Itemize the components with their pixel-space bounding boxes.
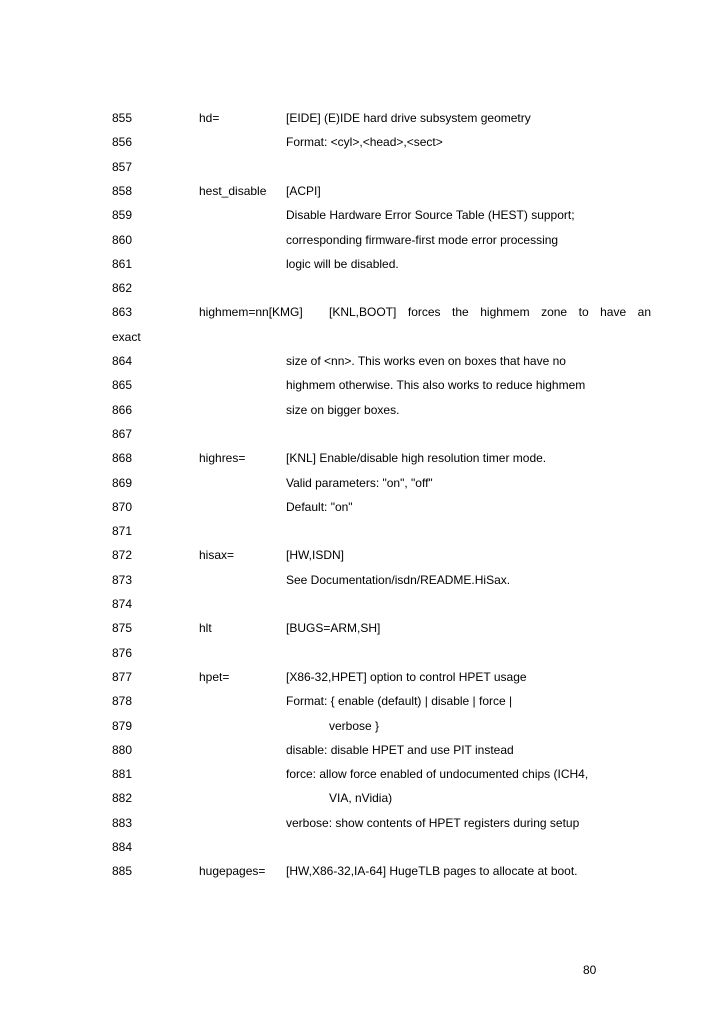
document-line [0,547,728,563]
parameter-description: Default: "on" [286,499,353,514]
line-number: 865 [112,378,133,393]
line-number: 858 [112,183,133,198]
parameter-description: [HW,ISDN] [286,548,345,563]
parameter-description: [ACPI] [286,183,321,198]
document-line [0,669,728,685]
line-number: 878 [112,694,133,709]
line-number: 860 [112,232,133,247]
parameter-description: highmem otherwise. This also works to reduce highmem [286,378,586,393]
line-number: 870 [112,499,133,514]
line-number: 875 [112,621,133,636]
line-number: 876 [112,645,133,660]
document-line [0,402,728,418]
parameter-description: disable: disable HPET and use PIT instead [286,742,514,757]
parameter-description: corresponding firmware-first mode error processing [286,232,559,247]
document-line [0,426,728,442]
document-line [0,377,728,393]
document-line [0,766,728,782]
document-line [0,620,728,636]
line-number: 872 [112,548,133,563]
document-line [0,110,728,126]
document-line [0,207,728,223]
parameter-description: [KNL] Enable/disable high resolution timer mode. [286,451,547,466]
line-number: 863 [112,305,133,320]
line-number: 879 [112,718,133,733]
parameter-description: Format: { enable (default) | disable | force | [286,694,513,709]
parameter-name: highres= [199,451,246,466]
document-line [0,523,728,539]
line-number: 883 [112,815,133,830]
parameter-description: [X86-32,HPET] option to control HPET usage [286,669,527,684]
line-number: 881 [112,767,133,782]
document-line [0,134,728,150]
line-number: 880 [112,742,133,757]
parameter-description: logic will be disabled. [286,256,399,271]
document-line [0,693,728,709]
document-line [0,499,728,515]
parameter-description: Valid parameters: "on", "off" [286,475,433,490]
parameter-name: hisax= [199,548,235,563]
document-line [0,815,728,831]
line-number: 867 [112,426,133,441]
line-number: 885 [112,864,133,879]
line-number: 856 [112,135,133,150]
parameter-name: highmem=nn[KMG] [199,305,303,320]
document-line [0,256,728,272]
document-line [0,572,728,588]
parameter-description: VIA, nVidia) [329,791,393,806]
document-line [0,718,728,734]
line-number: 874 [112,597,133,611]
document-line [0,159,728,175]
parameter-description: Format: <cyl>,<head>,<sect> [286,135,443,150]
parameter-description: [KNL,BOOT] forces the highmem zone to have an [329,305,651,320]
parameter-description: verbose } [329,718,380,733]
document-line [0,790,728,806]
parameter-name: hd= [199,111,220,125]
line-number: 862 [112,281,133,296]
document-line [0,353,728,369]
parameter-description: [EIDE] (E)IDE hard drive subsystem geometry [286,111,531,125]
document-line [0,742,728,758]
line-number: 884 [112,840,133,854]
document-line [0,280,728,296]
document-line [0,839,728,855]
parameter-name: hugepages= [199,864,266,879]
wrapped-text: exact [112,329,141,344]
line-number: 869 [112,475,133,490]
parameter-description: force: allow force enabled of undocumented chips (ICH4, [286,767,589,782]
document-line [0,183,728,199]
document-line [0,232,728,248]
parameter-name: hest_disable [199,183,267,198]
parameter-description: See Documentation/isdn/README.HiSax. [286,572,511,587]
document-line [0,450,728,466]
line-number: 859 [112,208,133,223]
line-number: 871 [112,524,133,539]
document-line [0,596,728,612]
parameter-description: verbose: show contents of HPET registers during setup [286,815,580,830]
line-number: 855 [112,111,133,125]
parameter-description: [HW,X86-32,IA-64] HugeTLB pages to allocate at boot. [286,864,578,879]
line-number: 868 [112,451,133,466]
line-number: 877 [112,669,133,684]
parameter-name: hpet= [199,669,230,684]
document-line [0,304,728,320]
parameter-description: size on bigger boxes. [286,402,400,417]
line-number: 873 [112,572,133,587]
document-line [0,863,728,879]
document-line [0,475,728,491]
document-line [0,645,728,661]
document-line [0,329,728,345]
line-number: 864 [112,354,133,368]
parameter-description: Disable Hardware Error Source Table (HEST) support; [286,208,575,223]
page-number: 80 [583,963,597,977]
line-number: 857 [112,159,133,174]
line-number: 882 [112,791,133,806]
parameter-description: [BUGS=ARM,SH] [286,621,381,636]
parameter-description: size of <nn>. This works even on boxes that have no [286,354,566,368]
parameter-name: hlt [199,621,212,636]
line-number: 866 [112,402,133,417]
line-number: 861 [112,256,133,271]
